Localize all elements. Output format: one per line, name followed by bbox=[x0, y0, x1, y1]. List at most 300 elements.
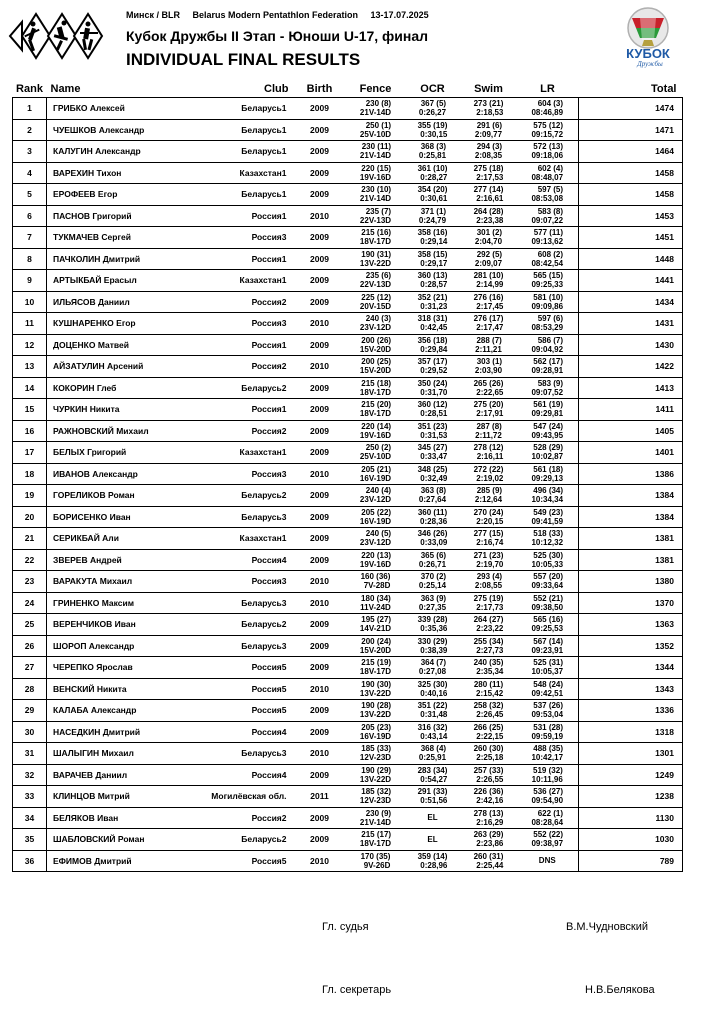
table-row bbox=[13, 119, 683, 141]
total-points-cell: 1238 bbox=[579, 786, 683, 808]
fence-detail: 12V-23D bbox=[359, 796, 392, 806]
lr-points: 518 (33) bbox=[533, 529, 564, 539]
fence-cell bbox=[347, 141, 405, 163]
rank-cell: 25 bbox=[13, 614, 47, 636]
ocr-detail: 0:27,35 bbox=[418, 602, 447, 612]
total-points-cell: 1401 bbox=[579, 442, 683, 464]
ocr-cell bbox=[405, 743, 461, 765]
club-cell: Беларусь1 bbox=[193, 184, 293, 206]
lr-detail: 09:33,64 bbox=[531, 581, 564, 591]
column-header-rank: Rank bbox=[13, 80, 47, 98]
total-points-cell: 1430 bbox=[579, 334, 683, 356]
swim-cell-stack bbox=[475, 250, 502, 268]
swim-points: 260 (31) bbox=[473, 851, 504, 861]
fence-points: 215 (19) bbox=[361, 658, 392, 668]
fence-detail: 22V-13D bbox=[359, 215, 392, 225]
rank-cell: 31 bbox=[13, 743, 47, 765]
ocr-detail: 0:28,57 bbox=[420, 280, 448, 290]
laser-run-cell bbox=[517, 678, 579, 700]
total-points-cell: 1381 bbox=[579, 549, 683, 571]
swim-points: 291 (6) bbox=[476, 120, 503, 130]
laser-run-cell-stack bbox=[531, 336, 563, 354]
swim-points: 281 (10) bbox=[473, 271, 504, 281]
ocr-points: 351 (22) bbox=[417, 701, 448, 711]
fence-detail: 21V-14D bbox=[359, 817, 392, 827]
ocr-cell-stack bbox=[427, 835, 437, 844]
swim-cell-stack bbox=[474, 271, 504, 289]
swim-cell bbox=[461, 657, 517, 679]
athlete-name-cell: КАЛАБА Александр bbox=[47, 700, 193, 722]
logo-word-kubok: КУБОК bbox=[626, 46, 670, 61]
swim-cell-stack bbox=[475, 572, 502, 590]
fence-detail: 19V-16D bbox=[359, 559, 392, 569]
ocr-cell-stack bbox=[418, 465, 448, 483]
fence-cell-stack bbox=[360, 508, 391, 526]
fence-detail: 22V-13D bbox=[359, 280, 392, 290]
fence-detail: 21V-14D bbox=[359, 108, 392, 118]
laser-run-cell bbox=[517, 635, 579, 657]
fence-cell-stack bbox=[360, 228, 391, 246]
laser-run-cell bbox=[517, 313, 579, 335]
swim-points: 263 (29) bbox=[473, 830, 504, 840]
club-cell: Россия2 bbox=[193, 420, 293, 442]
lr-detail: 10:11,96 bbox=[531, 774, 563, 784]
ocr-cell-stack bbox=[418, 185, 448, 203]
club-cell: Россия1 bbox=[193, 248, 293, 270]
laser-run-cell-stack bbox=[531, 701, 563, 719]
fence-cell bbox=[347, 786, 405, 808]
fence-points: 190 (29) bbox=[361, 765, 392, 775]
birth-year-cell: 2009 bbox=[293, 764, 347, 786]
fence-detail: 23V-12D bbox=[359, 323, 392, 333]
swim-cell bbox=[461, 270, 517, 292]
laser-run-cell bbox=[517, 700, 579, 722]
club-cell: Россия2 bbox=[193, 807, 293, 829]
lr-detail: 08:28,64 bbox=[531, 817, 564, 827]
birth-year-cell: 2010 bbox=[293, 571, 347, 593]
total-points-cell: 1363 bbox=[579, 614, 683, 636]
ocr-cell-stack bbox=[419, 142, 446, 160]
birth-year-cell: 2009 bbox=[293, 291, 347, 313]
table-row bbox=[13, 592, 683, 614]
lr-points: 549 (23) bbox=[533, 507, 564, 517]
fence-cell bbox=[347, 614, 405, 636]
fence-cell-stack bbox=[360, 164, 391, 182]
swim-detail: 2:23,22 bbox=[476, 624, 504, 634]
fence-points: 200 (26) bbox=[361, 335, 392, 345]
birth-year-cell: 2009 bbox=[293, 98, 347, 120]
ocr-detail: 0:28,36 bbox=[420, 516, 448, 526]
fence-points: 160 (36) bbox=[360, 572, 391, 582]
total-points-cell: 1344 bbox=[579, 657, 683, 679]
lr-points: 565 (15) bbox=[533, 271, 564, 281]
swim-points: 260 (30) bbox=[473, 744, 504, 754]
swim-cell-stack bbox=[474, 615, 504, 633]
table-row bbox=[13, 463, 683, 485]
fence-points: 230 (10) bbox=[361, 185, 392, 195]
total-points-cell: 1411 bbox=[579, 399, 683, 421]
ocr-cell-stack bbox=[418, 615, 448, 633]
table-row bbox=[13, 850, 683, 872]
total-points-cell: 1451 bbox=[579, 227, 683, 249]
fence-cell-stack bbox=[360, 615, 391, 633]
swim-cell bbox=[461, 528, 517, 550]
lr-detail: 08:42,54 bbox=[531, 258, 564, 268]
fence-detail: 9V-26D bbox=[363, 860, 391, 870]
table-row bbox=[13, 270, 683, 292]
ocr-cell-stack bbox=[419, 572, 446, 590]
athlete-name-cell: ВАРАЧЕВ Даниил bbox=[47, 764, 193, 786]
ocr-detail: 0:29,52 bbox=[420, 366, 448, 376]
fence-cell-stack bbox=[361, 852, 391, 870]
birth-year-cell: 2009 bbox=[293, 141, 347, 163]
swim-cell-stack bbox=[474, 658, 504, 676]
table-row bbox=[13, 313, 683, 335]
lr-points: 537 (26) bbox=[533, 701, 564, 711]
rank-cell: 16 bbox=[13, 420, 47, 442]
ocr-points: 361 (10) bbox=[417, 163, 448, 173]
ocr-cell bbox=[405, 334, 461, 356]
lr-points: 525 (31) bbox=[533, 658, 564, 668]
ocr-detail: 0:40,16 bbox=[420, 688, 448, 698]
fence-detail: 11V-24D bbox=[360, 602, 391, 612]
ocr-detail: 0:33,09 bbox=[420, 538, 448, 548]
swim-cell-stack bbox=[474, 787, 504, 805]
athlete-name-cell: ЧЕРЕПКО Ярослав bbox=[47, 657, 193, 679]
birth-year-cell: 2009 bbox=[293, 614, 347, 636]
ocr-points: 371 (1) bbox=[420, 206, 447, 216]
swim-detail: 2:03,90 bbox=[474, 366, 503, 376]
lr-points: 536 (27) bbox=[533, 787, 564, 797]
ocr-points: 367 (5) bbox=[420, 99, 447, 109]
fence-cell-stack bbox=[360, 443, 391, 461]
ocr-cell bbox=[405, 399, 461, 421]
column-header-total: Total bbox=[579, 80, 683, 98]
fence-detail: 20V-15D bbox=[359, 301, 392, 311]
table-row bbox=[13, 98, 683, 120]
athlete-name-cell: БОРИСЕНКО Иван bbox=[47, 506, 193, 528]
club-cell: Россия3 bbox=[193, 313, 293, 335]
birth-year-cell: 2010 bbox=[293, 743, 347, 765]
lr-detail: 10:34,34 bbox=[531, 495, 564, 505]
swim-detail: 2:18,53 bbox=[476, 108, 504, 118]
laser-run-cell-stack bbox=[531, 787, 563, 805]
fence-cell bbox=[347, 270, 405, 292]
laser-run-cell bbox=[517, 162, 579, 184]
laser-run-cell-stack bbox=[531, 529, 563, 547]
club-cell: Беларусь1 bbox=[193, 141, 293, 163]
fence-cell-stack bbox=[360, 271, 391, 289]
table-row bbox=[13, 614, 683, 636]
ocr-detail: 0:28,96 bbox=[420, 860, 448, 870]
swim-points: 275 (18) bbox=[473, 163, 504, 173]
rank-cell: 12 bbox=[13, 334, 47, 356]
laser-run-cell-stack bbox=[531, 357, 563, 375]
fence-detail: 13V-22D bbox=[359, 688, 392, 698]
ocr-cell-stack bbox=[418, 443, 448, 461]
lr-detail: 09:28,91 bbox=[531, 366, 564, 376]
lr-detail: 09:59,19 bbox=[531, 731, 564, 741]
lr-detail: 08:53,08 bbox=[531, 194, 564, 204]
birth-year-cell: 2009 bbox=[293, 162, 347, 184]
total-points-cell: 1458 bbox=[579, 184, 683, 206]
rank-cell: 2 bbox=[13, 119, 47, 141]
laser-run-cell bbox=[517, 205, 579, 227]
column-header-birth: Birth bbox=[293, 80, 347, 98]
rank-cell: 17 bbox=[13, 442, 47, 464]
fence-cell bbox=[347, 420, 405, 442]
fence-points: 185 (32) bbox=[361, 787, 392, 797]
swim-points: 276 (17) bbox=[473, 314, 504, 324]
fence-points: 215 (20) bbox=[361, 400, 392, 410]
swim-points: 285 (9) bbox=[476, 486, 503, 496]
ocr-detail: 0:27,64 bbox=[418, 495, 447, 505]
ocr-cell bbox=[405, 850, 461, 872]
lr-detail: 09:07,22 bbox=[531, 215, 564, 225]
fence-cell-stack bbox=[360, 357, 391, 375]
friendship-cup-logo bbox=[610, 6, 686, 68]
swim-cell bbox=[461, 807, 517, 829]
fence-cell bbox=[347, 829, 405, 851]
swim-detail: 2:17,73 bbox=[476, 602, 504, 612]
lr-detail: 09:04,92 bbox=[531, 344, 564, 354]
swim-points: 294 (3) bbox=[476, 142, 503, 152]
athlete-name-cell: ТУКМАЧЕВ Сергей bbox=[47, 227, 193, 249]
athlete-name-cell: ЕРОФЕЕВ Егор bbox=[47, 184, 193, 206]
total-points-cell: 1301 bbox=[579, 743, 683, 765]
total-points-cell: 1474 bbox=[579, 98, 683, 120]
rank-cell: 23 bbox=[13, 571, 47, 593]
rank-cell: 1 bbox=[13, 98, 47, 120]
ocr-cell-stack bbox=[419, 99, 446, 117]
fence-cell bbox=[347, 119, 405, 141]
fence-detail: 7V-28D bbox=[363, 581, 391, 591]
column-header-lr: LR bbox=[517, 80, 579, 98]
laser-run-cell bbox=[517, 463, 579, 485]
fence-points: 215 (17) bbox=[361, 830, 392, 840]
swim-cell bbox=[461, 829, 517, 851]
table-row bbox=[13, 227, 683, 249]
fence-points: 240 (3) bbox=[365, 314, 392, 324]
ocr-points: 316 (32) bbox=[417, 722, 448, 732]
laser-run-cell bbox=[517, 248, 579, 270]
rank-cell: 13 bbox=[13, 356, 47, 378]
table-row bbox=[13, 485, 683, 507]
lr-points: 577 (11) bbox=[533, 228, 564, 238]
swim-cell-stack bbox=[474, 99, 504, 117]
total-points-cell: 1386 bbox=[579, 463, 683, 485]
swim-points: 270 (24) bbox=[473, 507, 504, 517]
birth-year-cell: 2010 bbox=[293, 678, 347, 700]
laser-run-cell bbox=[517, 184, 579, 206]
fence-cell bbox=[347, 571, 405, 593]
total-points-cell: 1422 bbox=[579, 356, 683, 378]
total-points-cell: 1130 bbox=[579, 807, 683, 829]
birth-year-cell: 2009 bbox=[293, 721, 347, 743]
swim-cell bbox=[461, 356, 517, 378]
laser-run-cell bbox=[517, 721, 579, 743]
athlete-name-cell: ЧУРКИН Никита bbox=[47, 399, 193, 421]
laser-run-cell bbox=[517, 614, 579, 636]
swim-cell bbox=[461, 205, 517, 227]
ocr-detail: 0:26,71 bbox=[418, 559, 447, 569]
swim-detail: 2:15,42 bbox=[476, 688, 504, 698]
table-row bbox=[13, 571, 683, 593]
lr-detail: 09:38,97 bbox=[531, 839, 564, 849]
swim-detail: 2:16,74 bbox=[476, 538, 504, 548]
fence-cell bbox=[347, 549, 405, 571]
laser-run-cell-stack bbox=[531, 142, 563, 160]
laser-run-cell bbox=[517, 657, 579, 679]
table-row bbox=[13, 248, 683, 270]
rank-cell: 35 bbox=[13, 829, 47, 851]
ocr-points: 368 (3) bbox=[420, 142, 447, 152]
club-cell: Россия1 bbox=[193, 205, 293, 227]
swim-cell bbox=[461, 334, 517, 356]
rank-cell: 18 bbox=[13, 463, 47, 485]
ocr-detail: 0:54,27 bbox=[420, 774, 448, 784]
fence-cell-stack bbox=[360, 787, 391, 805]
fence-points: 235 (7) bbox=[365, 206, 392, 216]
fence-detail: 19V-16D bbox=[359, 172, 392, 182]
athlete-name-cell: ГРИБКО Алексей bbox=[47, 98, 193, 120]
lr-detail: 09:25,33 bbox=[531, 280, 564, 290]
swim-cell-stack bbox=[474, 293, 504, 311]
swim-cell bbox=[461, 184, 517, 206]
lr-points: 597 (5) bbox=[537, 185, 564, 195]
ocr-cell bbox=[405, 291, 461, 313]
laser-run-cell-stack bbox=[531, 99, 563, 117]
lr-detail: 09:42,51 bbox=[531, 688, 564, 698]
swim-detail: 2:17,91 bbox=[476, 409, 504, 419]
fence-detail: 15V-20D bbox=[359, 645, 392, 655]
total-points-cell: 1441 bbox=[579, 270, 683, 292]
fence-cell bbox=[347, 205, 405, 227]
swim-cell bbox=[461, 442, 517, 464]
fence-detail: 13V-22D bbox=[359, 258, 392, 268]
ocr-cell-stack bbox=[418, 766, 448, 784]
lr-detail: 09:15,72 bbox=[531, 129, 564, 139]
fence-cell bbox=[347, 764, 405, 786]
ocr-detail: 0:29,17 bbox=[420, 258, 448, 268]
birth-year-cell: 2010 bbox=[293, 592, 347, 614]
ocr-cell bbox=[405, 141, 461, 163]
club-cell: Россия2 bbox=[193, 356, 293, 378]
fence-detail: 18V-17D bbox=[359, 237, 392, 247]
ocr-points: 354 (20) bbox=[417, 185, 448, 195]
rank-cell: 11 bbox=[13, 313, 47, 335]
ocr-detail: 0:31,53 bbox=[420, 430, 448, 440]
fence-cell bbox=[347, 98, 405, 120]
ocr-points: 339 (28) bbox=[417, 615, 448, 625]
swim-points: 275 (19) bbox=[473, 593, 504, 603]
club-cell: Россия5 bbox=[193, 850, 293, 872]
lr-points: 552 (22) bbox=[533, 830, 564, 840]
laser-run-cell bbox=[517, 98, 579, 120]
ocr-points: 325 (30) bbox=[417, 679, 448, 689]
swim-cell bbox=[461, 743, 517, 765]
ocr-points: 346 (26) bbox=[417, 529, 448, 539]
fence-cell bbox=[347, 291, 405, 313]
laser-run-cell-stack bbox=[532, 766, 563, 784]
fence-cell bbox=[347, 313, 405, 335]
lr-points: 562 (17) bbox=[533, 357, 564, 367]
swim-detail: 2:20,15 bbox=[476, 516, 504, 526]
total-points-cell: 1370 bbox=[579, 592, 683, 614]
fence-points: 240 (5) bbox=[365, 529, 392, 539]
laser-run-cell bbox=[517, 549, 579, 571]
ocr-detail: 0:51,56 bbox=[420, 796, 448, 806]
fence-detail: 18V-17D bbox=[359, 409, 392, 419]
lr-points: 583 (8) bbox=[537, 206, 564, 216]
lr-points: 581 (10) bbox=[533, 292, 564, 302]
ocr-points: 355 (19) bbox=[417, 120, 448, 130]
fence-cell-stack bbox=[360, 723, 391, 741]
swim-detail: 2:08,55 bbox=[474, 581, 503, 591]
lr-detail: 10:02,87 bbox=[531, 452, 564, 462]
rank-cell: 7 bbox=[13, 227, 47, 249]
chief-judge-name: В.М.Чудновский bbox=[566, 921, 649, 933]
lr-points: 565 (16) bbox=[533, 615, 564, 625]
fence-detail: 16V-19D bbox=[359, 473, 392, 483]
fence-points: 250 (1) bbox=[365, 120, 392, 130]
ocr-cell-stack bbox=[418, 357, 448, 375]
fence-points: 190 (30) bbox=[361, 679, 392, 689]
lr-detail: 09:53,04 bbox=[531, 710, 564, 720]
column-header-swim: Swim bbox=[461, 80, 517, 98]
athlete-name-cell: ШАЛЫГИН Михаил bbox=[47, 743, 193, 765]
swim-detail: 2:08,35 bbox=[474, 151, 503, 161]
rank-cell: 30 bbox=[13, 721, 47, 743]
swim-points: 277 (15) bbox=[473, 529, 504, 539]
swim-cell-stack bbox=[474, 723, 504, 741]
fence-detail: 23V-12D bbox=[359, 495, 392, 505]
ocr-cell-stack bbox=[418, 293, 448, 311]
fence-cell-stack bbox=[360, 658, 391, 676]
laser-run-cell bbox=[517, 764, 579, 786]
swim-detail: 2:16,61 bbox=[476, 194, 504, 204]
fence-points: 180 (34) bbox=[361, 593, 391, 603]
ocr-points: 283 (34) bbox=[417, 765, 448, 775]
laser-run-cell-stack bbox=[531, 250, 563, 268]
club-cell: Казахстан1 bbox=[193, 270, 293, 292]
lr-detail: 09:29,81 bbox=[531, 409, 564, 419]
fence-points: 170 (35) bbox=[360, 851, 391, 861]
table-row bbox=[13, 678, 683, 700]
fence-detail: 13V-22D bbox=[359, 774, 392, 784]
total-points-cell: 1352 bbox=[579, 635, 683, 657]
fence-cell bbox=[347, 506, 405, 528]
birth-year-cell: 2009 bbox=[293, 270, 347, 292]
table-row bbox=[13, 528, 683, 550]
fence-detail: 21V-14D bbox=[359, 151, 392, 161]
athlete-name-cell: КОКОРИН Глеб bbox=[47, 377, 193, 399]
swim-points: 277 (14) bbox=[473, 185, 504, 195]
fence-points: 185 (33) bbox=[361, 744, 392, 754]
fence-cell bbox=[347, 162, 405, 184]
table-row bbox=[13, 657, 683, 679]
ocr-cell-stack bbox=[419, 551, 446, 569]
swim-cell-stack bbox=[475, 142, 502, 160]
birth-year-cell: 2009 bbox=[293, 248, 347, 270]
swim-detail: 2:26,55 bbox=[476, 774, 504, 784]
athlete-name-cell: НАСЕДКИН Дмитрий bbox=[47, 721, 193, 743]
ocr-points: 318 (31) bbox=[417, 314, 448, 324]
lr-points: 586 (7) bbox=[537, 335, 564, 345]
fence-cell-stack bbox=[360, 486, 391, 504]
total-points-cell: 1318 bbox=[579, 721, 683, 743]
column-header-club: Club bbox=[193, 80, 293, 98]
